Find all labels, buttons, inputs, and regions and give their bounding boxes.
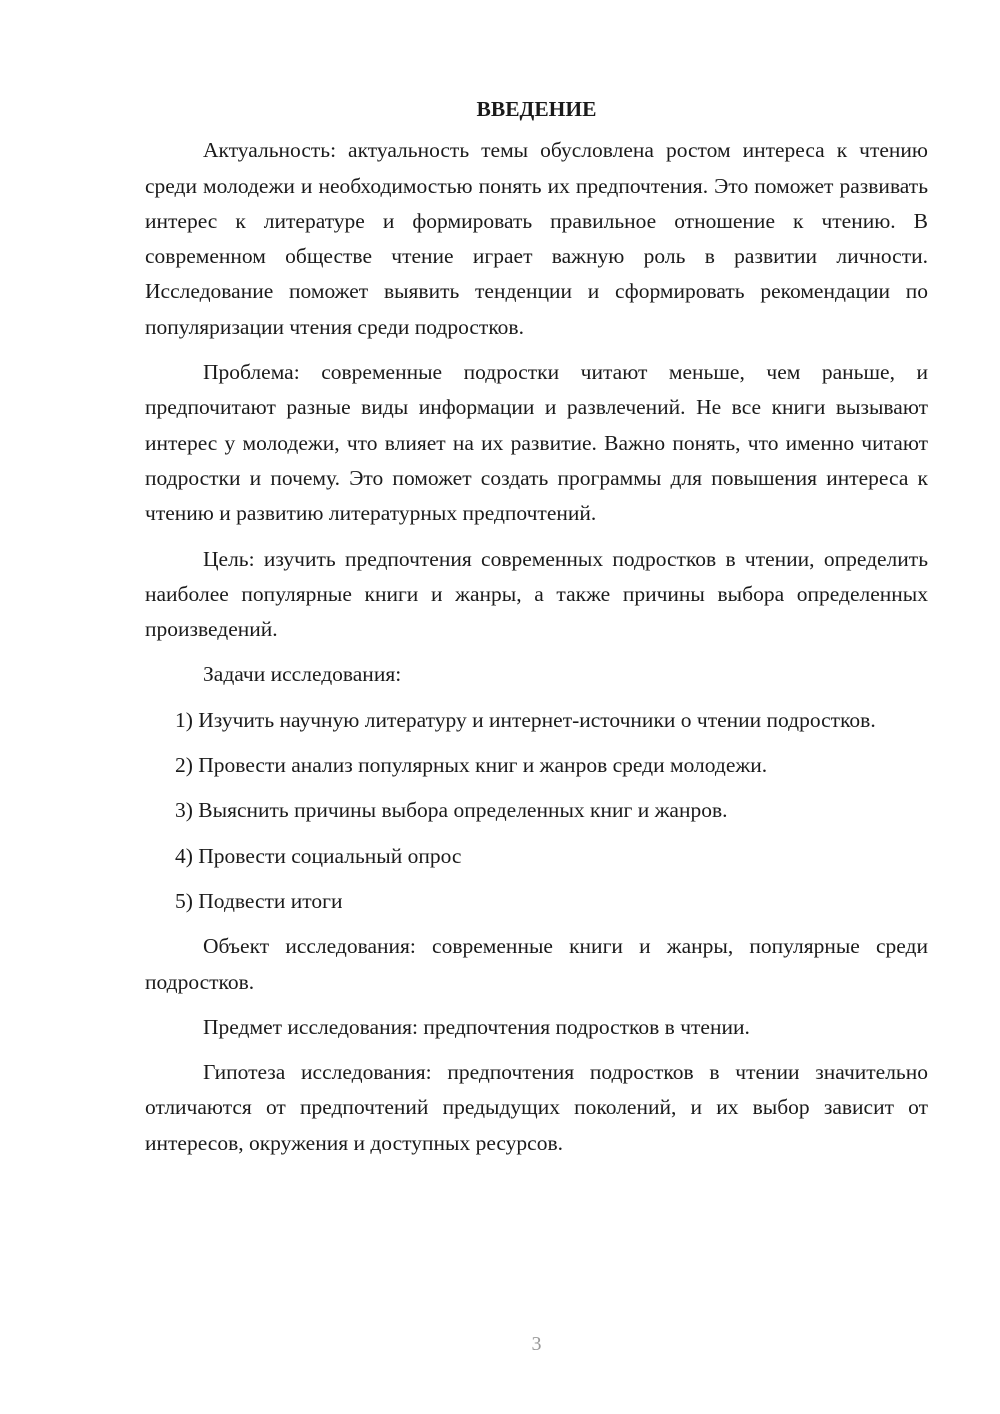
paragraph-tasks-heading: Задачи исследования: — [203, 662, 402, 687]
task-item-1: 1) Изучить научную литературу и интернет-источники о чтении подростков. — [175, 707, 876, 732]
task-item-5: 5) Подвести итоги — [175, 888, 343, 913]
paragraph-hypothesis: Гипотеза исследования: предпочтения подростков в чтении значительно отличаются от предпочтений предыдущих поколений, и их выбор зависит от интересов, окружения и доступных ресурсов. — [145, 1060, 928, 1155]
page-number: 3 — [531, 1333, 542, 1355]
paragraph-goal: Цель: изучить предпочтения современных подростков в чтении, определить наиболее популярные книги и жанры, а также причины выбора определенных произведений. — [145, 546, 928, 642]
task-item-4: 4) Провести социальный опрос — [175, 843, 462, 868]
paragraph-problem: Проблема: современные подростки читают меньше, чем раньше, и предпочитают разные виды информации и развлечений. Не все книги вызывают интерес у молодежи, что влияет на их развитие. Важно понять, что именно читают подростки и почему. Это поможет создать программы для повышения интереса к чтению и развитию литературных предпочтений. — [145, 360, 928, 526]
task-item-3: 3) Выяснить причины выбора определенных книг и жанров. — [175, 798, 728, 823]
section-title: ВВЕДЕНИЕ — [476, 97, 597, 121]
paragraph-relevance: Актуальность: актуальность темы обусловлена ростом интереса к чтению среди молодежи и необходимостью понять их предпочтения. Это поможет развивать интерес к литературе и формировать правильное отношение к чтению. В современном обществе чтение играет важную роль в развитии личности. Исследование поможет выявить тенденции и сформировать рекомендации по популяризации чтения среди подростков. — [145, 138, 928, 339]
paragraph-object: Объект исследования: современные книги и жанры, популярные среди подростков. — [145, 934, 928, 994]
task-item-2: 2) Провести анализ популярных книг и жанров среди молодежи. — [175, 753, 768, 778]
page-body — [145, 92, 928, 1171]
paragraph-subject: Предмет исследования: предпочтения подростков в чтении. — [203, 1014, 750, 1039]
